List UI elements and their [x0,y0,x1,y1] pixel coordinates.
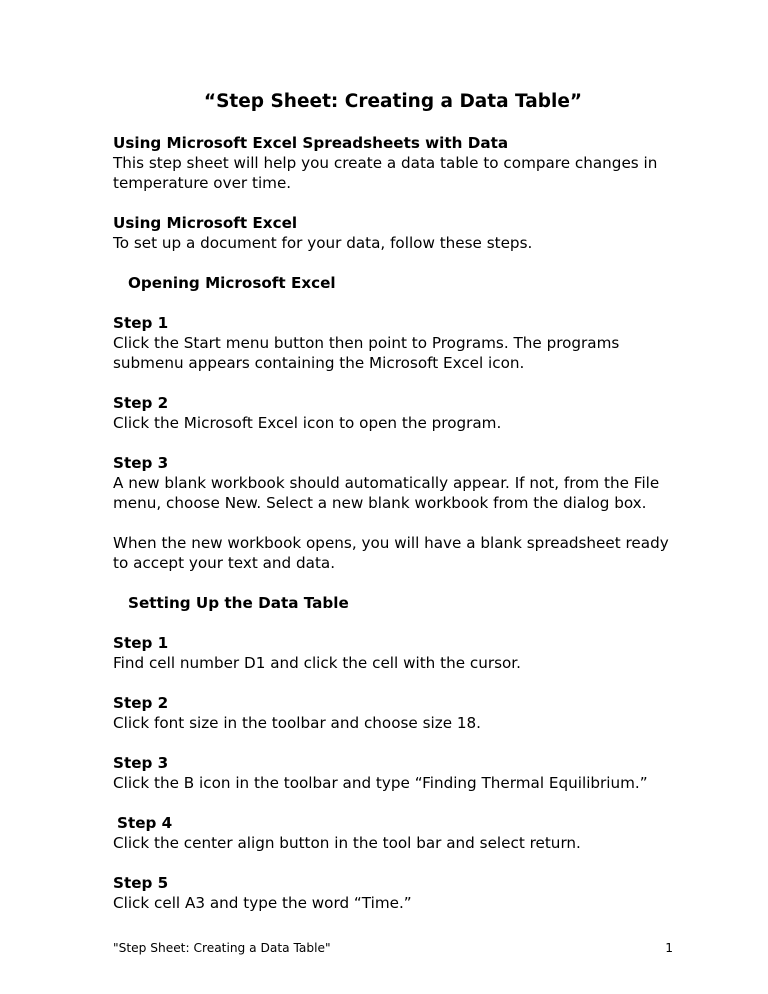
step-block [113,813,673,853]
step-label: Step 3 [113,754,169,772]
document-page [113,90,673,933]
intro-block [113,133,673,193]
step-block [113,693,673,733]
step-text: Click the center align button in the tool bar and select return. [113,834,581,852]
step-block [113,313,673,373]
step-text: Click the B icon in the toolbar and type “Finding Thermal Equilibrium.” [113,774,648,792]
page-number: 1 [665,941,673,955]
step-block [113,633,673,673]
step-text: Find cell number D1 and click the cell with the cursor. [113,654,521,672]
step-label: Step 5 [113,874,169,892]
step-text: Click the Microsoft Excel icon to open the program. [113,414,502,432]
footer-title: "Step Sheet: Creating a Data Table" [113,941,331,955]
step-block [113,453,673,513]
step-text: Click cell A3 and type the word “Time.” [113,894,412,912]
using-excel-text: To set up a document for your data, follow these steps. [113,234,533,252]
step-label: Step 2 [113,394,169,412]
step-block [113,393,673,433]
step-block [113,873,673,913]
step-text: Click the Start menu button then point to Programs. The programs submenu appears containing the Microsoft Excel icon. [113,334,620,372]
section-heading-opening: Opening Microsoft Excel [128,274,336,292]
closing-paragraph: When the new workbook opens, you will have a blank spreadsheet ready to accept your text and data. [113,534,669,572]
page-title: “Step Sheet: Creating a Data Table” [203,91,583,112]
intro-heading: Using Microsoft Excel Spreadsheets with Data [113,134,509,152]
section-heading-setup: Setting Up the Data Table [128,594,349,612]
page-footer [113,940,673,956]
step-text: A new blank workbook should automatically appear. If not, from the File menu, choose New. Select a new blank workbook from the dialog box. [113,474,660,512]
step-label: Step 2 [113,694,169,712]
step-block [113,753,673,793]
intro-text: This step sheet will help you create a data table to compare changes in temperature over time. [113,154,658,192]
using-excel-heading: Using Microsoft Excel [113,214,298,232]
using-excel-block [113,213,673,253]
step-text: Click font size in the toolbar and choose size 18. [113,714,482,732]
step-label: Step 1 [113,634,169,652]
step-label: Step 3 [113,454,169,472]
step-label: Step 1 [113,314,169,332]
step-label: Step 4 [117,814,173,832]
